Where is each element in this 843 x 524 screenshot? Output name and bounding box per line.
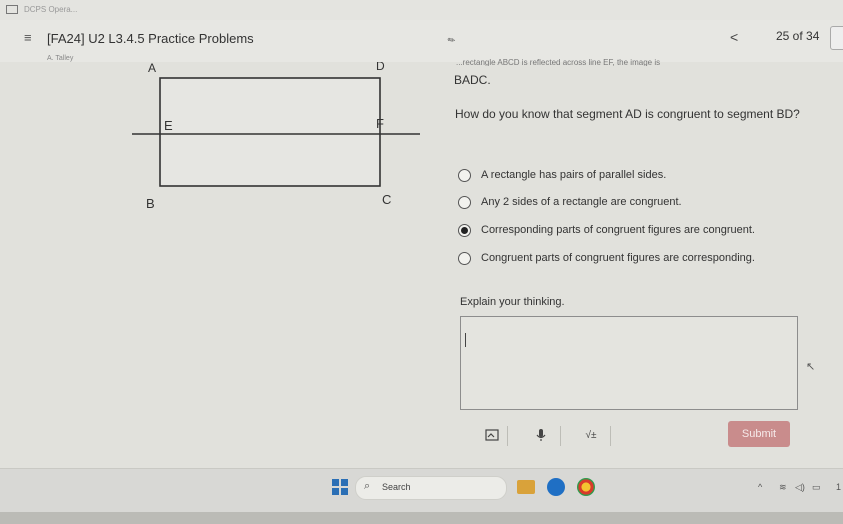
previous-problem-button[interactable]: <	[730, 29, 739, 45]
voice-input-button[interactable]	[530, 426, 552, 444]
radio-button[interactable]	[458, 196, 471, 209]
answer-option-label: A rectangle has pairs of parallel sides.	[481, 169, 667, 181]
wifi-icon[interactable]: ≋	[779, 482, 787, 492]
battery-icon[interactable]: ▭	[812, 482, 821, 492]
pen-cursor-icon: ✎	[445, 33, 458, 47]
chrome-browser-icon[interactable]	[577, 478, 595, 496]
browser-tab-strip	[0, 0, 843, 21]
search-icon: ⌕	[364, 480, 371, 492]
explain-label: Explain your thinking.	[460, 296, 565, 308]
taskbar-search-label: Search	[382, 482, 411, 492]
toolbar-divider	[560, 426, 561, 446]
student-name: A. Talley	[47, 55, 74, 62]
vertex-label-d: D	[376, 62, 385, 73]
sketch-icon	[485, 429, 499, 441]
assignment-title: [FA24] U2 L3.4.5 Practice Problems	[47, 31, 254, 46]
toolbar-divider	[507, 426, 508, 446]
radio-button-selected[interactable]	[458, 224, 471, 237]
question-stem-fragment: BADC.	[454, 73, 491, 87]
vertex-label-b: B	[146, 196, 155, 211]
tab-window-icon	[6, 5, 18, 14]
vertex-label-a: A	[148, 62, 157, 75]
point-label-f: F	[376, 116, 384, 131]
radio-button[interactable]	[458, 252, 471, 265]
screen-bezel	[0, 512, 843, 524]
math-input-button[interactable]: √±	[585, 429, 597, 441]
file-explorer-icon[interactable]	[517, 480, 535, 494]
windows-start-icon[interactable]	[332, 479, 348, 495]
point-label-e: E	[164, 118, 173, 133]
edge-browser-icon[interactable]	[547, 478, 565, 496]
next-problem-button[interactable]	[830, 26, 843, 50]
clock-text[interactable]: 1	[836, 482, 842, 492]
answer-option-label: Any 2 sides of a rectangle are congruent.	[481, 196, 682, 208]
taskbar-search-box[interactable]	[355, 476, 507, 500]
tab-title[interactable]: DCPS Opera...	[24, 5, 78, 14]
explanation-input[interactable]	[460, 316, 798, 410]
answer-option-label: Corresponding parts of congruent figures are congruent.	[481, 224, 755, 236]
rectangle-abcd	[160, 78, 380, 186]
mouse-pointer-icon: ↖	[806, 361, 816, 373]
submit-button[interactable]: Submit	[728, 421, 790, 447]
vertex-label-c: C	[382, 192, 392, 207]
sketch-tool-button[interactable]	[481, 426, 503, 444]
answer-option-label: Congruent parts of congruent figures are corresponding.	[481, 252, 755, 264]
radio-button[interactable]	[458, 169, 471, 182]
tray-chevron-icon[interactable]: ^	[758, 482, 763, 492]
question-prompt: How do you know that segment AD is congruent to segment BD?	[455, 107, 800, 121]
question-stem-partial: ...rectangle ABCD is reflected across line EF, the image is	[456, 58, 661, 66]
page-count: 25 of 34	[776, 29, 820, 43]
rectangle-diagram	[130, 62, 420, 212]
menu-icon[interactable]: ≡	[24, 30, 32, 45]
mic-icon	[536, 428, 546, 442]
volume-icon[interactable]: ◁)	[795, 482, 805, 492]
toolbar-divider	[610, 426, 611, 446]
text-caret	[465, 333, 466, 347]
